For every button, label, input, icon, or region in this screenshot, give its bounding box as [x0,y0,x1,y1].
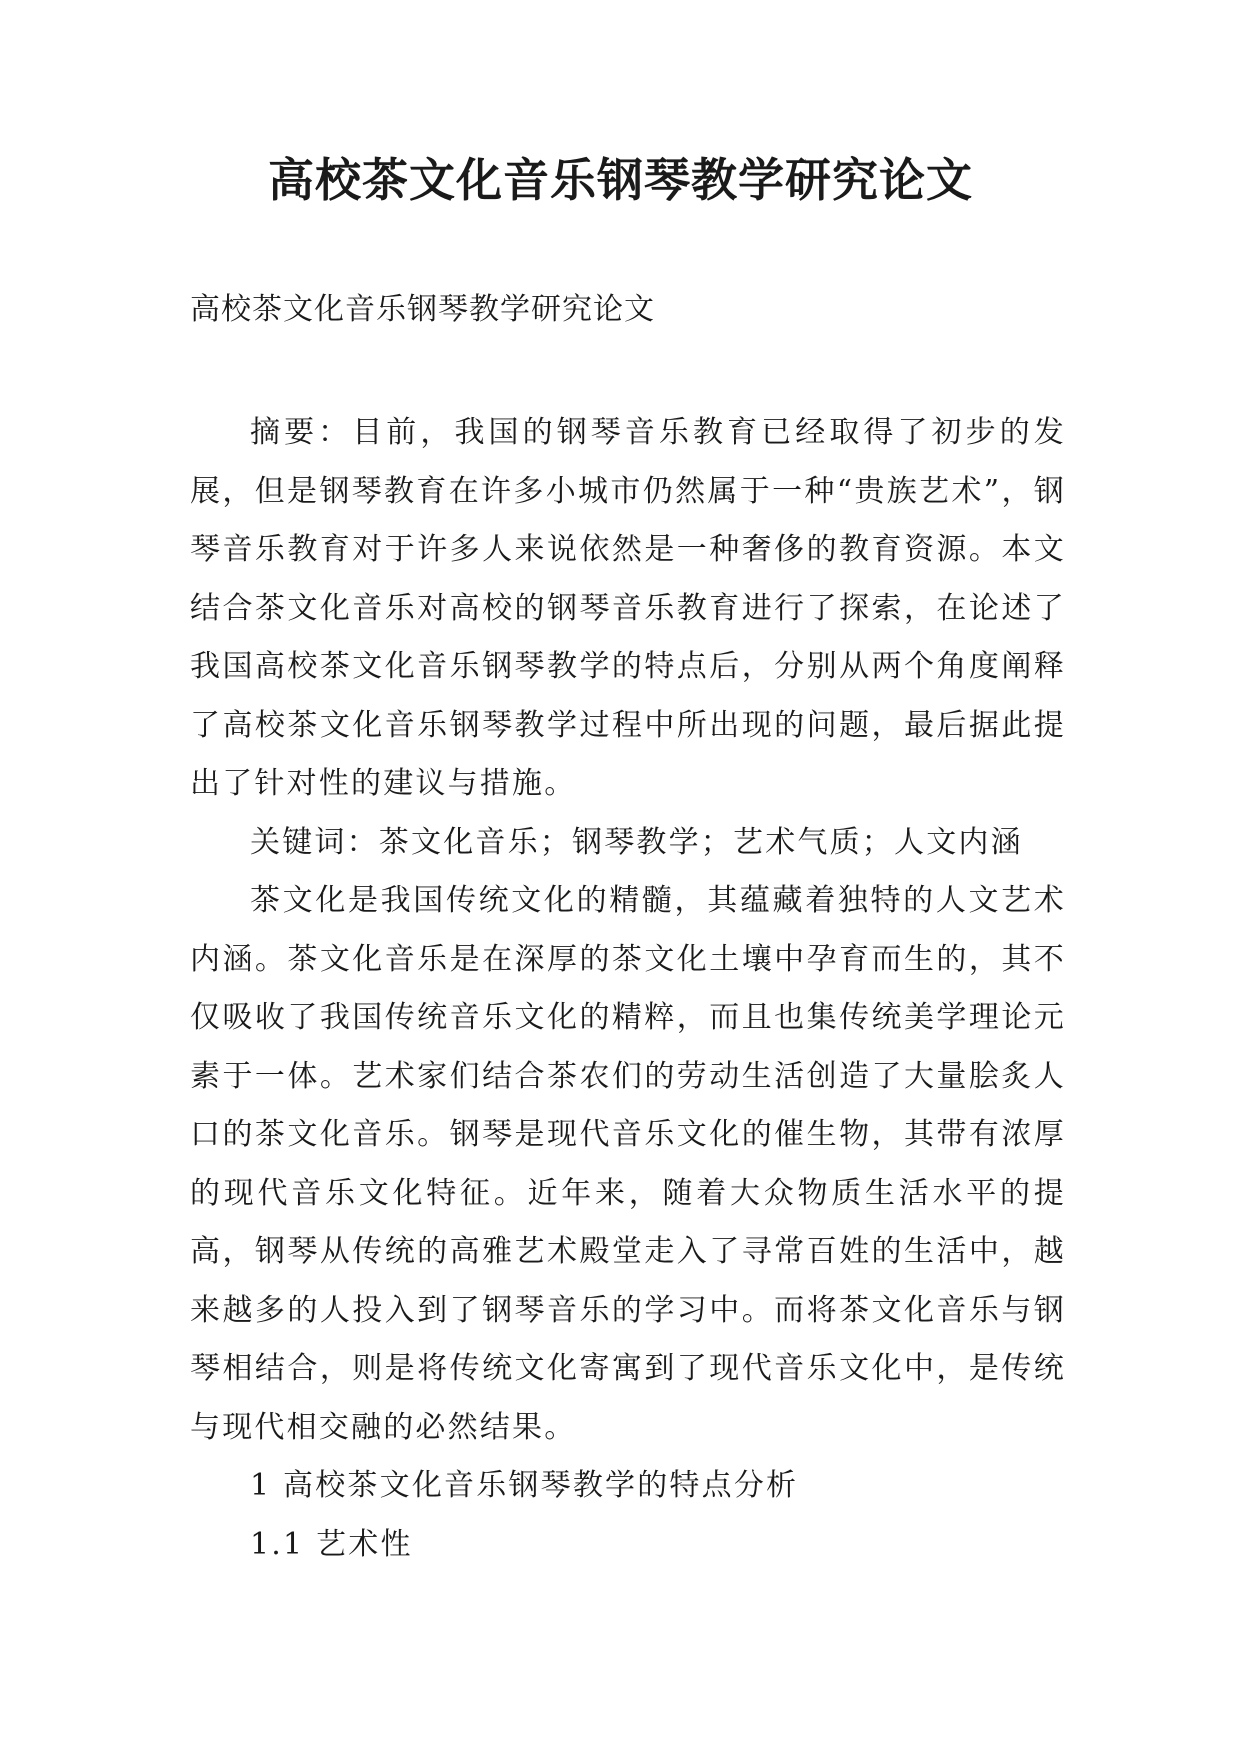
intro-paragraph: 茶文化是我国传统文化的精髓，其蕴藏着独特的人文艺术内涵。茶文化音乐是在深厚的茶文化土壤中孕育而生的，其不仅吸收了我国传统音乐文化的精粹，而且也集传统美学理论元素于一体。艺术家们结合茶农们的劳动生活创造了大量脍炙人口的茶文化音乐。钢琴是现代音乐文化的催生物，其带有浓厚的现代音乐文化特征。近年来，随着大众物质生活水平的提高，钢琴从传统的高雅艺术殿堂走入了寻常百姓的生活中，越来越多的人投入到了钢琴音乐的学习中。而将茶文化音乐与钢琴相结合，则是将传统文化寄寓到了现代音乐文化中，是传统与现代相交融的必然结果。 [190,883,1066,1445]
document-title: 高校茶文化音乐钢琴教学研究论文 [268,153,973,207]
abstract-paragraph: 摘要：目前，我国的钢琴音乐教育已经取得了初步的发展，但是钢琴教育在许多小城市仍然属于一种“贵族艺术”，钢琴音乐教育对于许多人来说依然是一种奢侈的教育资源。本文结合茶文化音乐对高校的钢琴音乐教育进行了探索，在论述了我国高校茶文化音乐钢琴教学的特点后，分别从两个角度阐释了高校茶文化音乐钢琴教学过程中所出现的问题，最后据此提出了针对性的建议与措施。 [190,415,1066,801]
document-subtitle: 高校茶文化音乐钢琴教学研究论文 [190,292,655,327]
section-heading-1-1: 1.1 艺术性 [250,1526,413,1562]
document-body [190,404,1066,1574]
section-heading-1: 1 高校茶文化音乐钢琴教学的特点分析 [250,1468,799,1503]
keywords-paragraph: 关键词：茶文化音乐；钢琴教学；艺术气质；人文内涵 [250,824,1023,860]
